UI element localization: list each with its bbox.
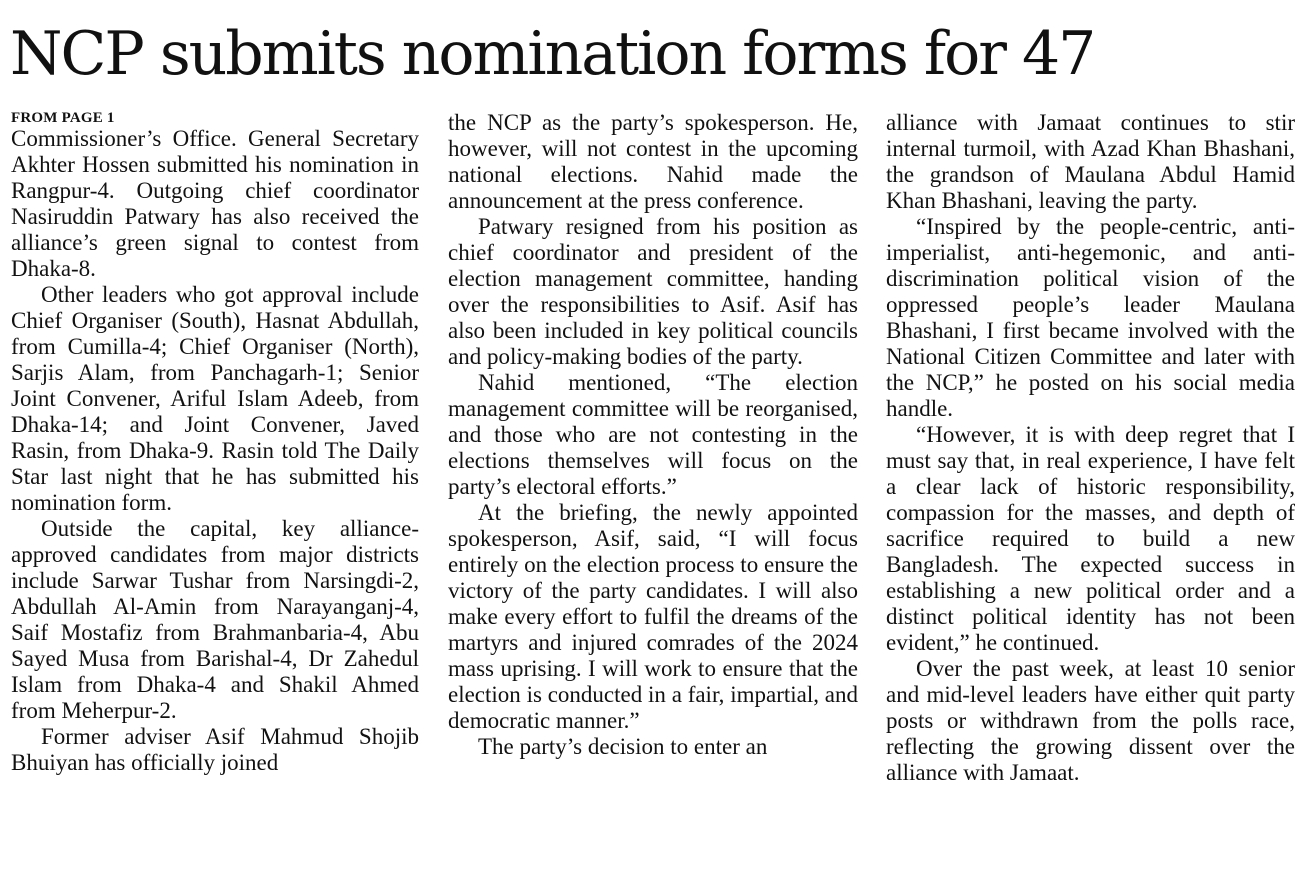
paragraph: Over the past week, at least 10 senior and mid-level leaders have either quit party posts or withdrawn from the polls race, reflecting the growing dissent over the alliance with Jamaat. — [886, 656, 1295, 785]
article-column-2 — [448, 110, 858, 880]
paragraph: Commissioner’s Office. General Secretary Akhter Hossen submitted his nomination in Rangpur-4. Outgoing chief coordinator Nasiruddin Patwary has also received the alliance’s green signal to contest from Dhaka-8. — [11, 126, 419, 281]
paragraph: At the briefing, the newly appointed spokesperson, Asif, said, “I will focus entirely on the election process to ensure the victory of the party candidates. I will also make every effort to fulfil the dreams of the martyrs and injured comrades of the 2024 mass uprising. I will work to ensure that the election is conducted in a fair, impartial, and democratic manner.” — [448, 500, 858, 733]
paragraph: “However, it is with deep regret that I must say that, in real experience, I have felt a clear lack of historic responsibility, compassion for the masses, and depth of sacrifice required to build a new Bangladesh. The expected success in establishing a new political order and a distinct political identity has not been evident,” he continued. — [886, 422, 1295, 655]
headline: NCP submits nomination forms for 47 — [10, 19, 1095, 89]
paragraph: Outside the capital, key alliance-approved candidates from major districts include Sarwar Tushar from Narsingdi-2, Abdullah Al-Amin from Narayanganj-4, Saif Mostafiz from Brahmanbaria-4, Abu Sayed Musa from Barishal-4, Dr Zahedul Islam from Dhaka-4 and Shakil Ahmed from Meherpur-2. — [11, 516, 419, 723]
paragraph: Nahid mentioned, “The election management committee will be reorganised, and those who are not contesting in the elections themselves will focus on the party’s electoral efforts.” — [448, 370, 858, 499]
paragraph: Former adviser Asif Mahmud Shojib Bhuiyan has officially joined — [11, 724, 419, 775]
jump-label: FROM PAGE 1 — [11, 110, 115, 126]
paragraph: the NCP as the party’s spokesperson. He, however, will not contest in the upcoming national elections. Nahid made the announcement at the press conference. — [448, 110, 858, 213]
paragraph: “Inspired by the people-centric, anti-imperialist, anti-hegemonic, and anti-discrimination political vision of the oppressed people’s leader Maulana Bhashani, I first became involved with the National Citizen Committee and later with the NCP,” he posted on his social media handle. — [886, 214, 1295, 421]
paragraph: The party’s decision to enter an — [478, 734, 768, 759]
paragraph: Other leaders who got approval include Chief Organiser (South), Hasnat Abdullah, from Cumilla-4; Chief Organiser (North), Sarjis Alam, from Panchagarh-1; Senior Joint Convener, Ariful Islam Adeeb, from Dhaka-14; and Joint Convener, Javed Rasin, from Dhaka-9. Rasin told The Daily Star last night that he has submitted his nomination form. — [11, 282, 419, 515]
paragraph: alliance with Jamaat continues to stir internal turmoil, with Azad Khan Bhashani, the grandson of Maulana Abdul Hamid Khan Bhashani, leaving the party. — [886, 110, 1295, 213]
article-column-3 — [886, 110, 1295, 880]
paragraph: Patwary resigned from his position as chief coordinator and president of the election management committee, handing over the responsibilities to Asif. Asif has also been included in key political councils and policy-making bodies of the party. — [448, 214, 858, 369]
article-column-1 — [11, 110, 419, 880]
